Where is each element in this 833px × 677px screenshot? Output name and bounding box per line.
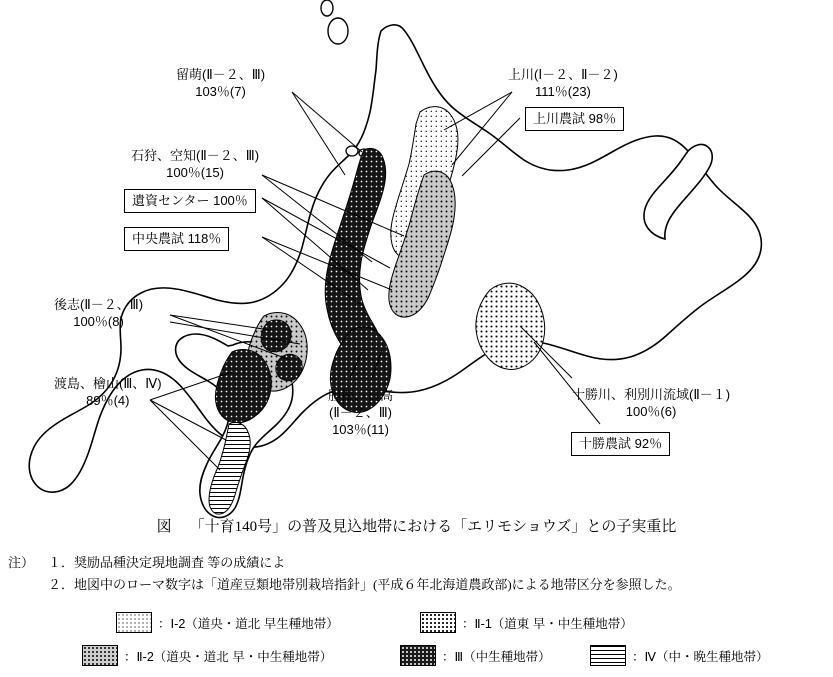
region-value: 111％(23) [535,84,591,99]
region-name: 後志(Ⅱ－２、Ⅲ) [54,297,144,312]
legend-label-II1: ：Ⅱ-1（道東 早・中生種地帯） [462,616,633,631]
region-name: 上川(Ⅰ－２、Ⅱ－２) [508,67,618,82]
station-box-isshi-center: 遺資センター 100％ [124,189,256,213]
region-name: 胆振、日高 [328,388,394,403]
note-1: １．奨励品種決定現地調査 等の成績によ [48,555,286,570]
legend-swatch-IV-icon [590,645,626,666]
legend-label-III: ：Ⅲ（中生種地帯） [442,649,551,664]
note-2: ２．地図中のローマ数字は「道産豆類地帯別栽培指針」(平成６年北海道農政部)による地帯区分を参照した。 [48,577,681,592]
legend-label-IV: ：Ⅳ（中・晩生種地帯） [632,649,769,664]
region-name: 渡島、檜山(Ⅲ、Ⅳ) [54,376,162,391]
legend-swatch-I2-icon [116,612,152,633]
region-name: 十勝川、利別川流域(Ⅱ－１) [572,387,731,402]
notes-head: 注） [8,555,35,570]
legend-item-II2 [82,645,332,666]
region-label-rumoi [176,66,265,100]
legend [0,612,833,674]
figure-label: 図 [156,519,172,535]
region-value: 100％(15) [166,165,224,180]
region-name: 石狩、空知(Ⅱ－２、Ⅲ) [131,148,260,163]
region-name: 留萌(Ⅱ－２、Ⅲ) [176,67,266,82]
region-label-shiribeshi [54,296,143,330]
region-label-tokachi [572,386,730,420]
station-box-chuo: 中央農試 118％ [124,227,229,251]
region-value: 103％(11) [332,422,389,437]
region-value: 103％(7) [195,84,246,99]
region-label-kamikawa [508,66,618,100]
legend-label-II2: ：Ⅱ-2（道央・道北 早・中生種地帯） [124,649,333,664]
legend-label-I2: ：Ⅰ-2（道央・道北 早生種地帯） [158,616,339,631]
legend-swatch-III-icon [400,645,436,666]
legend-item-I2 [116,612,339,633]
legend-item-IV [590,645,769,666]
legend-item-III [400,645,551,666]
region-name-2: (Ⅱ－２、Ⅲ) [328,405,393,420]
region-value: 100％(8) [73,314,124,329]
legend-item-II1 [420,612,633,633]
region-label-iburi-hidaka [328,387,393,438]
station-box-tokachi: 十勝農試 92％ [571,432,670,456]
station-box-kamikawa: 上川農試 98％ [525,107,624,131]
region-value: 100％(6) [625,404,677,419]
region-value: 89％(4) [86,393,130,408]
legend-swatch-II2-icon [82,645,118,666]
region-label-ishikari-sorachi [131,147,259,181]
legend-swatch-II1-icon [420,612,456,633]
region-label-oshima-hiyama [54,375,162,409]
figure-caption-text: 「十育140号」の普及見込地帯における「エリモショウズ」との子実重比 [189,519,677,535]
figure-caption [0,515,833,536]
